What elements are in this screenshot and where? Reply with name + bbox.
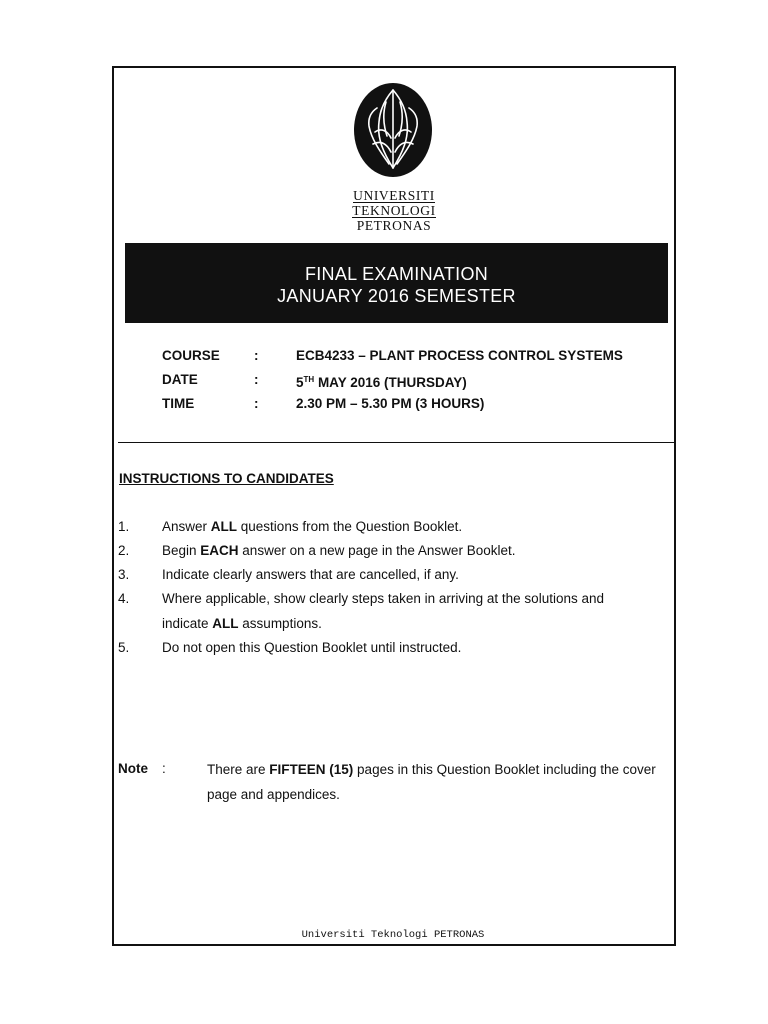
course-label: COURSE xyxy=(162,348,220,363)
instruction-text-post: answer on a new page in the Answer Booklet. xyxy=(238,543,516,558)
instruction-text: Indicate clearly answers that are cancelled, if any. xyxy=(162,567,459,582)
date-suffix: TH xyxy=(303,375,315,384)
instruction-text: Do not open this Question Booklet until instructed. xyxy=(162,640,462,655)
note-text-bold: FIFTEEN (15) xyxy=(269,762,354,777)
course-colon: : xyxy=(254,348,259,363)
instruction-number: 4. xyxy=(118,591,130,606)
date-rest: MAY 2016 (THURSDAY) xyxy=(314,375,467,390)
note-text-pre: There are xyxy=(207,762,270,777)
instruction-text-bold: ALL xyxy=(212,616,239,631)
time-label: TIME xyxy=(162,396,195,411)
note-text-post: pages in this Question Booklet including the cover page and appendices. xyxy=(207,762,656,802)
time-colon: : xyxy=(254,396,259,411)
instruction-text: Where applicable, show clearly steps taken in arriving at the solutions and xyxy=(162,591,604,606)
date-value xyxy=(296,371,467,391)
banner-subtitle: JANUARY 2016 SEMESTER xyxy=(277,286,516,306)
note-colon: : xyxy=(162,761,166,776)
section-divider xyxy=(118,442,674,443)
instruction-number: 2. xyxy=(118,543,130,558)
instructions-title: INSTRUCTIONS TO CANDIDATES xyxy=(119,471,334,486)
time-value: 2.30 PM – 5.30 PM (3 HOURS) xyxy=(296,396,485,411)
exam-banner xyxy=(125,243,668,323)
instruction-text-post: questions from the Question Booklet. xyxy=(237,519,463,534)
instruction-number: 1. xyxy=(118,519,130,534)
utp-logo-icon xyxy=(353,82,433,178)
university-line-3: PETRONAS xyxy=(356,218,432,233)
instruction-text xyxy=(162,542,515,559)
date-colon: : xyxy=(254,372,259,387)
date-label: DATE xyxy=(162,372,198,387)
university-name xyxy=(345,188,443,233)
instruction-number: 5. xyxy=(118,640,130,655)
note-text xyxy=(207,757,677,807)
course-value: ECB4233 – PLANT PROCESS CONTROL SYSTEMS xyxy=(296,348,623,363)
instruction-text-continued xyxy=(162,615,322,632)
banner-title: FINAL EXAMINATION xyxy=(304,264,489,284)
instruction-text xyxy=(162,518,462,535)
instruction-text-pre: Answer xyxy=(162,519,211,534)
note-label: Note xyxy=(118,761,148,776)
footer-text: Universiti Teknologi PETRONAS xyxy=(301,929,485,941)
instruction-number: 3. xyxy=(118,567,130,582)
instruction-text-bold: EACH xyxy=(200,543,239,558)
instruction-text-pre: indicate xyxy=(162,616,213,631)
instruction-text-post: assumptions. xyxy=(238,616,322,631)
university-line-1: UNIVERSITI xyxy=(353,188,435,203)
instruction-text-bold: ALL xyxy=(210,519,238,534)
instruction-text-pre: Begin xyxy=(162,543,201,558)
date-day: 5 xyxy=(296,375,304,390)
university-line-2: TEKNOLOGI xyxy=(352,203,436,218)
